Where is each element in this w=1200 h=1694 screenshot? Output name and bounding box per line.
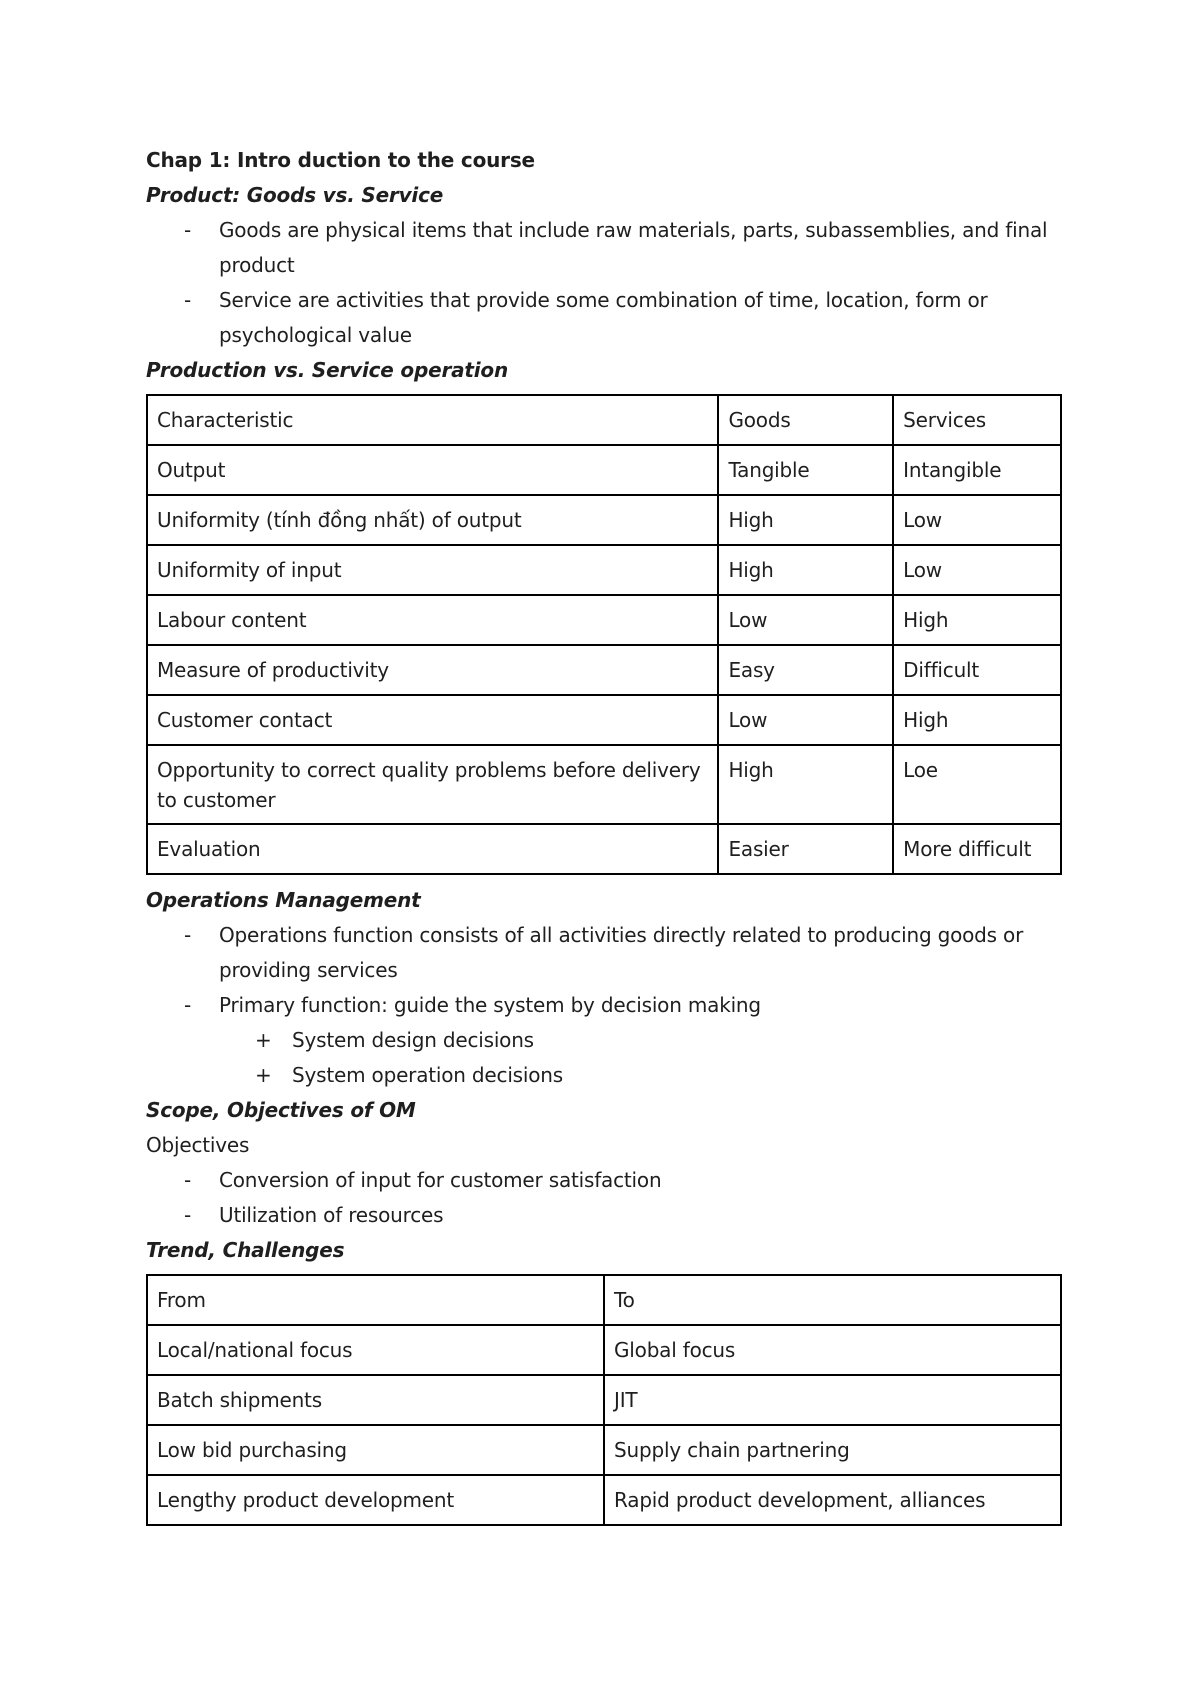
objectives-list xyxy=(146,1163,1062,1233)
table-cell: Difficult xyxy=(893,645,1061,695)
table-header-cell: Services xyxy=(893,395,1061,445)
table-cell: Global focus xyxy=(604,1325,1061,1375)
table-cell: Low bid purchasing xyxy=(147,1425,604,1475)
table-cell: Easier xyxy=(718,824,893,874)
table-cell: Loe xyxy=(893,745,1061,824)
table-cell: Supply chain partnering xyxy=(604,1425,1061,1475)
sub-list-item: + System operation decisions xyxy=(146,1058,1062,1093)
table-row xyxy=(147,595,1061,645)
table-header-cell: Goods xyxy=(718,395,893,445)
objectives-label: Objectives xyxy=(146,1133,250,1157)
table-row xyxy=(147,495,1061,545)
trend-challenges-table xyxy=(146,1274,1062,1526)
table-cell: Evaluation xyxy=(147,824,718,874)
table-cell: High xyxy=(718,545,893,595)
operations-list xyxy=(146,918,1062,1023)
table-row xyxy=(147,545,1061,595)
table-row xyxy=(147,745,1061,824)
table-cell: Intangible xyxy=(893,445,1061,495)
table-cell: Rapid product development, alliances xyxy=(604,1475,1061,1525)
table-cell: Output xyxy=(147,445,718,495)
table-cell: Customer contact xyxy=(147,695,718,745)
table-header-cell: To xyxy=(604,1275,1061,1325)
table-row xyxy=(147,1475,1061,1525)
goods-service-list xyxy=(146,213,1062,353)
table-cell: Lengthy product development xyxy=(147,1475,604,1525)
production-service-table xyxy=(146,394,1062,875)
table-row xyxy=(147,445,1061,495)
table-cell: Uniformity (tính đồng nhất) of output xyxy=(147,495,718,545)
section-heading-goods-vs-service: Product: Goods vs. Service xyxy=(146,183,444,207)
list-item: - Goods are physical items that include raw materials, parts, subassemblies, and final product xyxy=(146,213,1062,283)
table-cell: Labour content xyxy=(147,595,718,645)
list-item: - Service are activities that provide some combination of time, location, form or psychological value xyxy=(146,283,1062,353)
table-row xyxy=(147,645,1061,695)
table-cell: Low xyxy=(718,695,893,745)
section-heading-scope-objectives: Scope, Objectives of OM xyxy=(146,1098,416,1122)
table-cell: Opportunity to correct quality problems before delivery to customer xyxy=(147,745,718,824)
table-cell: Batch shipments xyxy=(147,1375,604,1425)
operations-sublist xyxy=(146,1023,1062,1093)
table-row xyxy=(147,1375,1061,1425)
table-row xyxy=(147,824,1061,874)
list-item: - Utilization of resources xyxy=(146,1198,1062,1233)
table-cell: More difficult xyxy=(893,824,1061,874)
table-row xyxy=(147,1325,1061,1375)
section-heading-production-vs-service: Production vs. Service operation xyxy=(146,358,508,382)
section-heading-trend-challenges: Trend, Challenges xyxy=(146,1238,345,1262)
list-item: - Operations function consists of all activities directly related to producing goods or providing services xyxy=(146,918,1062,988)
table-cell: High xyxy=(718,495,893,545)
table-cell: Low xyxy=(893,545,1061,595)
table-row xyxy=(147,695,1061,745)
table-header-cell: Characteristic xyxy=(147,395,718,445)
table-header-row xyxy=(147,1275,1061,1325)
document-content xyxy=(146,143,1062,1534)
sub-list-item: + System design decisions xyxy=(146,1023,1062,1058)
table-cell: Local/national focus xyxy=(147,1325,604,1375)
list-item: - Primary function: guide the system by decision making xyxy=(146,988,1062,1023)
table-cell: Tangible xyxy=(718,445,893,495)
table-cell: High xyxy=(893,595,1061,645)
table-cell: Uniformity of input xyxy=(147,545,718,595)
table-cell: Low xyxy=(718,595,893,645)
table-header-row xyxy=(147,395,1061,445)
table-cell: High xyxy=(718,745,893,824)
table-cell: JIT xyxy=(604,1375,1061,1425)
section-heading-operations-management: Operations Management xyxy=(146,888,421,912)
table-cell: High xyxy=(893,695,1061,745)
document-title: Chap 1: Intro duction to the course xyxy=(146,148,535,172)
table-row xyxy=(147,1425,1061,1475)
table-cell: Measure of productivity xyxy=(147,645,718,695)
list-item: - Conversion of input for customer satisfaction xyxy=(146,1163,1062,1198)
table-header-cell: From xyxy=(147,1275,604,1325)
table-cell: Easy xyxy=(718,645,893,695)
table-cell: Low xyxy=(893,495,1061,545)
